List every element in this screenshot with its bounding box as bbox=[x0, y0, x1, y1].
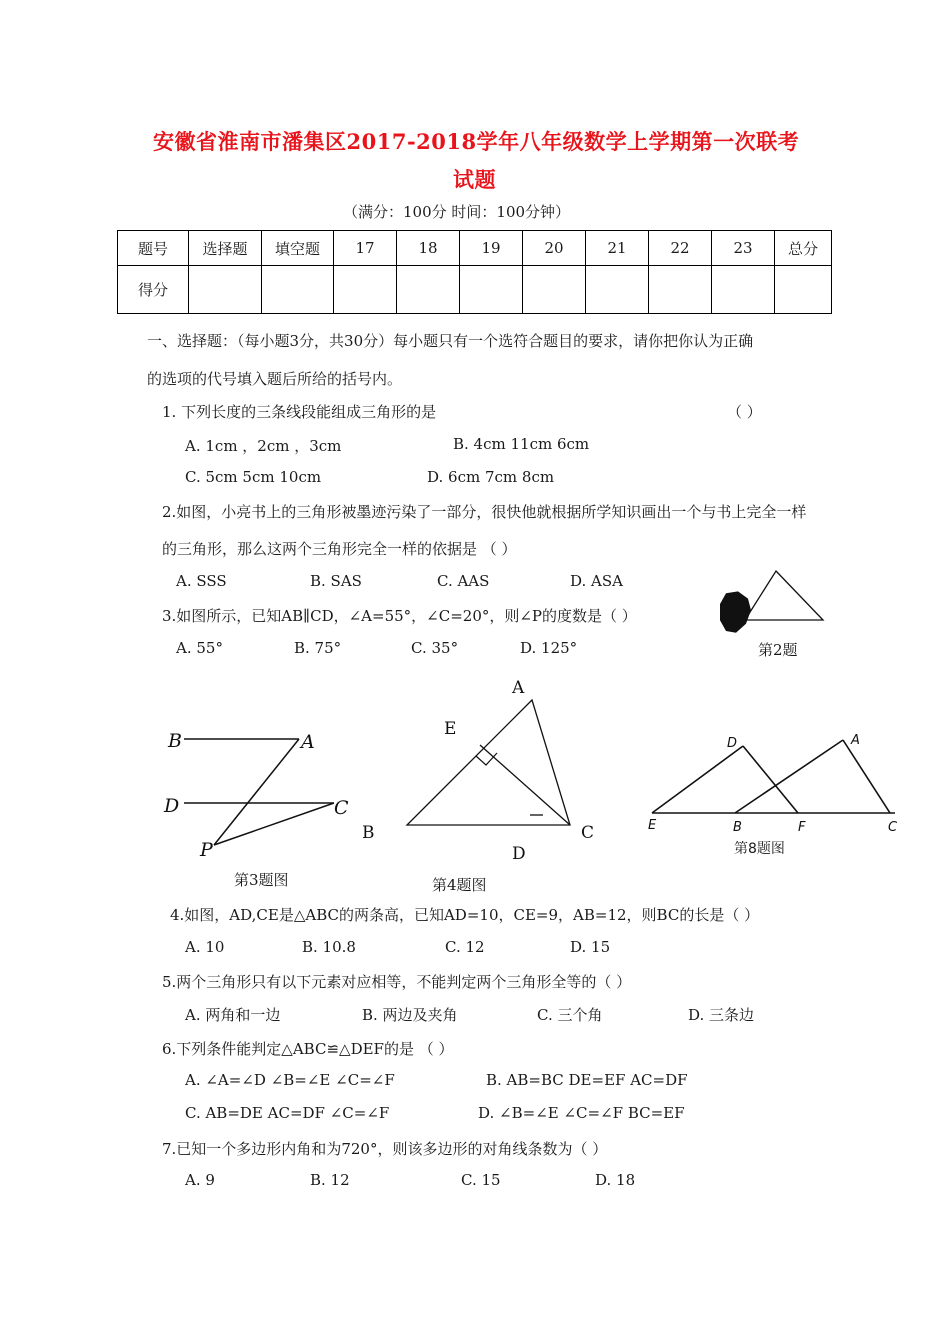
q7-option-a: A. 9 bbox=[185, 1171, 215, 1189]
table-cell: 18 bbox=[397, 231, 460, 266]
q3-option-d: D. 125° bbox=[520, 639, 578, 657]
q5-stem: 5.两个三角形只有以下元素对应相等，不能判定两个三角形全等的（ ） bbox=[162, 973, 632, 991]
label-d: D bbox=[727, 736, 738, 751]
table-cell: 17 bbox=[334, 231, 397, 266]
label-a: A bbox=[512, 678, 525, 698]
q2-option-d: D. ASA bbox=[570, 572, 623, 590]
figure-q3 bbox=[162, 730, 362, 860]
q1-answer-bracket[interactable]: （ ） bbox=[727, 403, 762, 421]
q2-option-a: A. SSS bbox=[176, 572, 227, 590]
figure-q3-caption: 第3题图 bbox=[234, 871, 289, 889]
q1-option-c: C. 5cm 5cm 10cm bbox=[185, 468, 322, 486]
label-c: C bbox=[581, 823, 595, 843]
q1-option-a: A. 1cm ，2cm ，3cm bbox=[185, 437, 342, 455]
q7-option-d: D. 18 bbox=[595, 1171, 636, 1189]
figure-q2-caption: 第2题 bbox=[758, 641, 798, 659]
page-title: 安徽省淮南市潘集区2017-2018学年八年级数学上学期第一次联考 bbox=[153, 129, 800, 154]
q4-option-d: D. 15 bbox=[570, 938, 611, 956]
q5-option-d: D. 三条边 bbox=[688, 1006, 755, 1024]
table-cell: 选择题 bbox=[189, 231, 262, 266]
score-input-cell[interactable] bbox=[262, 266, 334, 314]
label-f: F bbox=[798, 820, 806, 835]
score-input-cell[interactable] bbox=[775, 266, 832, 314]
q3-option-b: B. 75° bbox=[294, 639, 342, 657]
table-cell: 填空题 bbox=[262, 231, 334, 266]
score-input-cell[interactable] bbox=[523, 266, 586, 314]
q5-option-c: C. 三个角 bbox=[537, 1006, 603, 1024]
q2-stem-line2: 的三角形，那么这两个三角形完全一样的依据是 （ ） bbox=[162, 540, 517, 558]
score-input-cell[interactable] bbox=[397, 266, 460, 314]
section-intro-line2: 的选项的代号填入题后所给的括号内。 bbox=[147, 370, 403, 388]
q6-option-c: C. AB=DE AC=DF ∠C=∠F bbox=[185, 1104, 390, 1122]
label-d: D bbox=[512, 844, 526, 864]
q4-option-c: C. 12 bbox=[445, 938, 485, 956]
q2-option-c: C. AAS bbox=[437, 572, 490, 590]
label-a: A bbox=[851, 733, 860, 748]
figure-8-caption: 第8题图 bbox=[734, 841, 785, 857]
score-input-cell[interactable] bbox=[649, 266, 712, 314]
table-cell: 23 bbox=[712, 231, 775, 266]
label-a: A bbox=[301, 731, 315, 753]
exam-info: （满分：100分 时间：100分钟） bbox=[343, 203, 571, 221]
q1-option-d: D. 6cm 7cm 8cm bbox=[427, 468, 555, 486]
q5-option-a: A. 两角和一边 bbox=[185, 1006, 281, 1024]
table-cell: 总分 bbox=[775, 231, 832, 266]
q2-option-b: B. SAS bbox=[310, 572, 362, 590]
score-input-cell[interactable] bbox=[712, 266, 775, 314]
label-p: P bbox=[200, 839, 213, 861]
score-input-cell[interactable] bbox=[334, 266, 397, 314]
table-cell: 得分 bbox=[118, 266, 189, 314]
q4-stem: 4.如图，AD,CE是△ABC的两条高，已知AD=10，CE=9，AB=12，则BC的长是（ ） bbox=[170, 906, 760, 924]
section-intro-line1: 一、选择题：（每小题3分，共30分）每小题只有一个选符合题目的要求，请你把你认为正确 bbox=[147, 332, 754, 350]
label-e: E bbox=[444, 719, 457, 739]
label-c: C bbox=[888, 820, 898, 835]
table-cell: 题号 bbox=[118, 231, 189, 266]
q7-option-c: C. 15 bbox=[461, 1171, 501, 1189]
q6-stem: 6.下列条件能判定△ABC≌△DEF的是 （ ） bbox=[162, 1040, 454, 1058]
figure-8 bbox=[645, 730, 905, 840]
label-b: B bbox=[168, 730, 182, 752]
figure-q4 bbox=[360, 675, 600, 864]
label-e: E bbox=[648, 818, 657, 833]
score-input-cell[interactable] bbox=[460, 266, 523, 314]
table-cell: 20 bbox=[523, 231, 586, 266]
q2-stem-line1: 2.如图，小亮书上的三角形被墨迹污染了一部分，很快他就根据所学知识画出一个与书上完全一样 bbox=[162, 503, 807, 521]
q6-option-b: B. AB=BC DE=EF AC=DF bbox=[486, 1071, 688, 1089]
q6-option-a: A. ∠A=∠D ∠B=∠E ∠C=∠F bbox=[185, 1071, 395, 1089]
q7-option-b: B. 12 bbox=[310, 1171, 350, 1189]
q4-option-a: A. 10 bbox=[185, 938, 225, 956]
score-input-cell[interactable] bbox=[586, 266, 649, 314]
q3-stem: 3.如图所示，已知AB∥CD，∠A=55°，∠C=20°，则∠P的度数是（ ） bbox=[162, 607, 637, 625]
label-d: D bbox=[164, 795, 180, 817]
table-cell: 21 bbox=[586, 231, 649, 266]
figure-q4-caption: 第4题图 bbox=[432, 876, 487, 894]
q7-stem: 7.已知一个多边形内角和为720°，则该多边形的对角线条数为（ ） bbox=[162, 1140, 608, 1158]
q3-option-c: C. 35° bbox=[411, 639, 459, 657]
score-table bbox=[117, 230, 832, 314]
label-b: B bbox=[733, 820, 742, 835]
table-cell: 22 bbox=[649, 231, 712, 266]
table-cell: 19 bbox=[460, 231, 523, 266]
score-table-header-row bbox=[118, 231, 832, 266]
q4-option-b: B. 10.8 bbox=[302, 938, 356, 956]
q6-option-d: D. ∠B=∠E ∠C=∠F BC=EF bbox=[478, 1104, 685, 1122]
page-title-line2: 试题 bbox=[453, 167, 496, 192]
q3-option-a: A. 55° bbox=[176, 639, 223, 657]
figure-q2 bbox=[718, 568, 830, 630]
score-input-cell[interactable] bbox=[189, 266, 262, 314]
score-table-score-row bbox=[118, 266, 832, 314]
q1-option-b: B. 4cm 11cm 6cm bbox=[453, 435, 590, 453]
label-b: B bbox=[362, 823, 375, 843]
q1-stem: 1. 下列长度的三条线段能组成三角形的是 bbox=[162, 403, 437, 421]
q5-option-b: B. 两边及夹角 bbox=[362, 1006, 458, 1024]
label-c: C bbox=[334, 797, 349, 819]
